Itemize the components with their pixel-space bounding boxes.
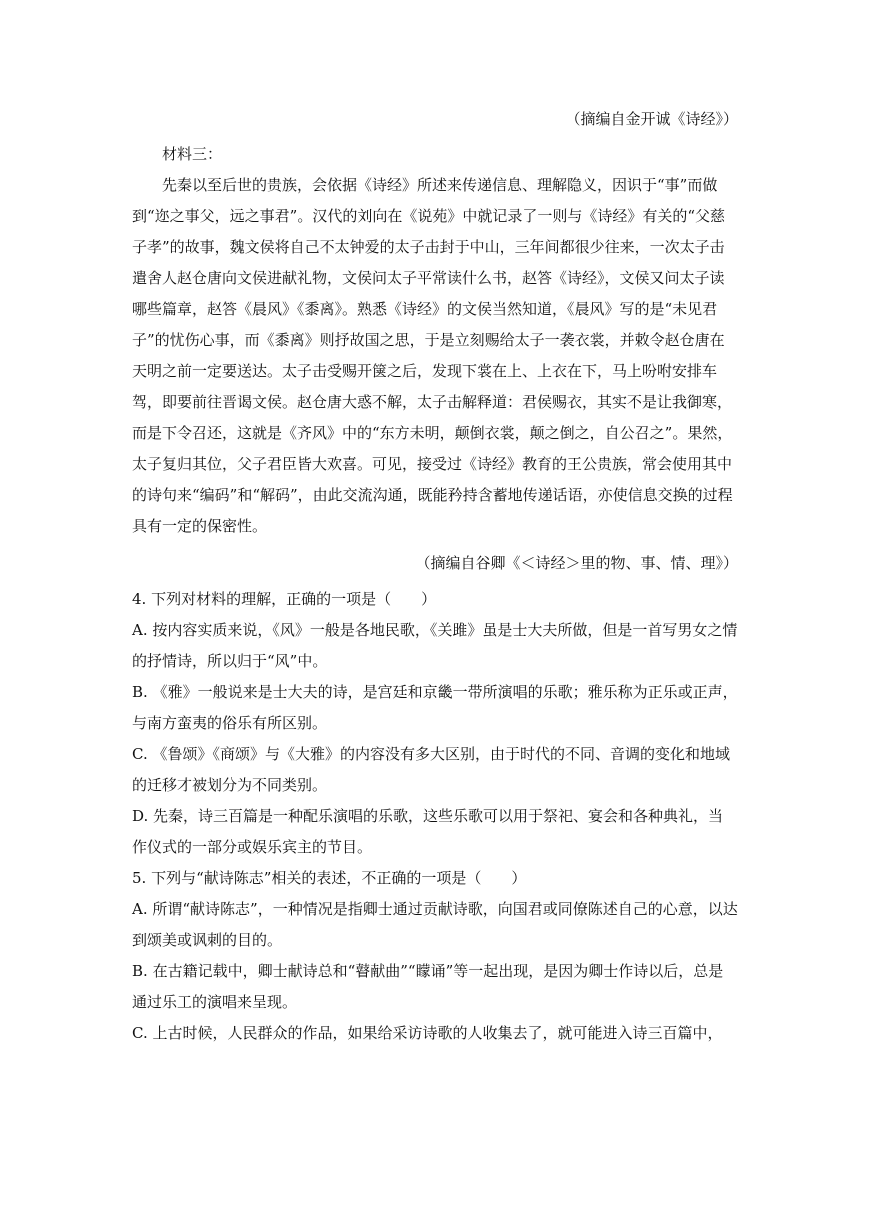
question-5 — [132, 863, 738, 1049]
option-text: 所谓“献诗陈志”，一种情况是指卿士通过贡献诗歌，向国君或同僚陈述自己的心意，以达到颂美或讽刺的目的。 — [132, 900, 738, 949]
material-three-paragraph: 先秦以至后世的贵族，会依据《诗经》所述来传递信息、理解隐义，因识于“事”而做到“迩之事父，远之事君”。汉代的刘向在《说苑》中就记录了一则与《诗经》有关的“父慈子孝”的故事，魏文侯将自己不太钟爱的太子击封于中山，三年间都很少往来，一次太子击遣舍人赵仓唐向文侯进献礼物，文侯问太子平常读什么书，赵答《诗经》，文侯又问太子读哪些篇章，赵答《晨风》《黍离》。熟悉《诗经》的文侯当然知道，《晨风》写的是“未见君子”的忧伤心事，而《黍离》则抒故国之思，于是立刻赐给太子一袭衣裳，并敕令赵仓唐在天明之前一定要送达。太子击受赐开箧之后，发现下裳在上、上衣在下，马上吩咐安排车驾，即要前往晋谒文侯。赵仓唐大惑不解，太子击解释道：君侯赐衣，其实不是让我御寒，而是下令召还，这就是《齐风》中的“东方未明，颠倒衣裳，颠之倒之，自公召之”。果然，太子复归其位，父子君臣皆大欢喜。可见，接受过《诗经》教育的王公贵族，常会使用其中的诗句来“编码”和“解码”，由此交流沟通，既能矜持含蓄地传递话语，亦使信息交换的过程具有一定的保密性。 — [132, 176, 733, 535]
option-label: B. — [132, 683, 148, 701]
question-5-option-c — [132, 1018, 738, 1049]
question-4-stem: 4. 下列对材料的理解，正确的一项是（ ） — [132, 590, 437, 608]
question-4-option-c — [132, 739, 738, 801]
question-5-stem: 5. 下列与“献诗陈志”相关的表述，不正确的一项是（ ） — [132, 869, 527, 887]
document-content — [132, 108, 738, 1049]
option-text: 《鲁颂》《商颂》与《大雅》的内容没有多大区别，由于时代的不同、音调的变化和地域的迁移才被划分为不同类别。 — [132, 745, 731, 794]
option-text: 在古籍记载中，卿士献诗总和“瞽献曲”“矇诵”等一起出现，是因为卿士作诗以后，总是通过乐工的演唱来呈现。 — [132, 962, 724, 1011]
question-5-option-a — [132, 894, 738, 956]
option-label: D. — [132, 807, 149, 825]
option-label: A. — [132, 621, 148, 639]
option-label: C. — [132, 745, 148, 763]
question-4-option-b — [132, 677, 738, 739]
option-label: C. — [132, 1024, 148, 1042]
question-5-option-b — [132, 956, 738, 1018]
material-three-heading: 材料三： — [162, 145, 223, 163]
option-text: 按内容实质来说，《风》一般是各地民歌，《关雎》虽是士大夫所做，但是一首写男女之情的抒情诗，所以归于“风”中。 — [132, 621, 738, 670]
option-text: 上古时候，人民群众的作品，如果给采访诗歌的人收集去了，就可能进入诗三百篇中， — [152, 1024, 723, 1042]
option-text: 《雅》一般说来是士大夫的诗，是宫廷和京畿一带所演唱的乐歌；雅乐称为正乐或正声，与南方蛮夷的俗乐有所区别。 — [132, 683, 738, 732]
option-label: A. — [132, 900, 148, 918]
material-three-article — [132, 170, 738, 542]
option-text: 先秦，诗三百篇是一种配乐演唱的乐歌，这些乐歌可以用于祭祀、宴会和各种典礼，当作仪式的一部分或娱乐宾主的节目。 — [132, 807, 724, 856]
question-4-option-d — [132, 801, 738, 863]
option-label: B. — [132, 962, 148, 980]
question-4 — [132, 584, 738, 863]
source-citation-middle: （摘编自谷卿《＜诗经＞里的物、事、情、理》） — [415, 554, 738, 572]
source-citation-top: （摘编自金开诚《诗经》） — [565, 110, 738, 128]
question-4-option-a — [132, 615, 738, 677]
